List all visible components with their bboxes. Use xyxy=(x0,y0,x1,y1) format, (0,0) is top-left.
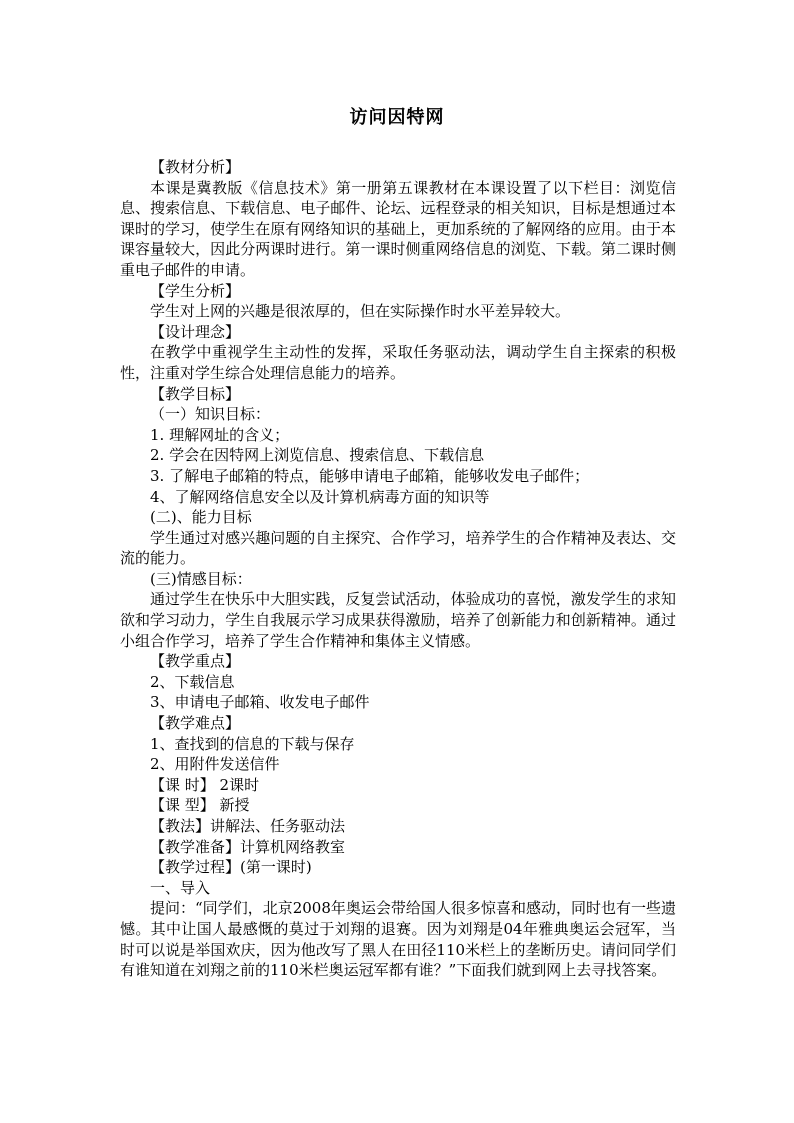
paragraph: 【教学重点】 xyxy=(150,652,241,671)
paragraph: 【教学目标】 xyxy=(150,384,241,403)
paragraph: 【课 型】 新授 xyxy=(150,796,250,815)
paragraph: 2. 学会在因特网上浏览信息、搜索信息、下载信息 xyxy=(150,446,485,465)
paragraph: 一、导入 xyxy=(150,878,211,897)
paragraph: 【教法】讲解法、任务驱动法 xyxy=(150,817,346,835)
paragraph: (二)、能力目标 xyxy=(150,508,252,527)
paragraph: 【学生分析】 xyxy=(150,281,241,300)
paragraph: 【教学过程】(第一课时) xyxy=(150,858,312,877)
paragraph: 【教学难点】 xyxy=(150,714,241,733)
paragraph: （一）知识目标： xyxy=(150,405,271,424)
paragraph: 学生对上网的兴趣是很浓厚的，但在实际操作时水平差异较大。 xyxy=(150,302,571,321)
document-title: 访问因特网 xyxy=(349,107,445,128)
paragraph: (三)情感目标： xyxy=(150,569,252,588)
paragraph: 【教学准备】计算机网络教室 xyxy=(150,837,346,856)
paragraph: 1. 理解网址的含义； xyxy=(150,425,290,444)
paragraph: 1、查找到的信息的下载与保存 xyxy=(150,734,355,753)
paragraph: 通过学生在快乐中大胆实践，反复尝试活动，体验成功的喜悦，激发学生的求知欲和学习动力，学生自我展示学习成果获得激励，培养了创新能力和创新精神。通过小组合作学习，培养了学生合作精神和集体主义情感。 xyxy=(120,590,676,650)
document-body xyxy=(120,157,676,981)
paragraph: 在教学中重视学生主动性的发挥，采取任务驱动法，调动学生自主探索的积极性，注重对学生综合处理信息能力的培养。 xyxy=(120,343,676,382)
paragraph: 3. 了解电子邮箱的特点，能够申请电子邮箱，能够收发电子邮件； xyxy=(150,466,590,485)
paragraph: 本课是冀教版《信息技术》第一册第五课教材在本课设置了以下栏目：浏览信息、搜索信息、下载信息、电子邮件、论坛、远程登录的相关知识，目标是想通过本课时的学习，使学生在原有网络知识的基础上，更加系统的了解网络的应用。由于本课容量较大，因此分两课时进行。第一课时侧重网络信息的浏览、下载。第二课时侧重电子邮件的申请。 xyxy=(120,178,676,279)
paragraph: 2、下载信息 xyxy=(150,672,235,691)
paragraph: 提问：“同学们，北京2008年奥运会带给国人很多惊喜和感动，同时也有一些遗憾。其中让国人最感慨的莫过于刘翔的退赛。因为刘翔是04年雅典奥运会冠军，当时可以说是举国欢庆，因为他改写了黑人在田径110米栏上的垄断历史。请问同学们有谁知道在刘翔之前的110米栏奥运冠军都有谁？”下面我们就到网上去寻找答案。 xyxy=(120,899,676,980)
paragraph: 4、了解网络信息安全以及计算机病毒方面的知识等 xyxy=(150,487,490,506)
paragraph: 2、用附件发送信件 xyxy=(150,755,280,774)
paragraph: 【教材分析】 xyxy=(150,158,241,176)
paragraph: 【课 时】 2课时 xyxy=(150,775,260,794)
paragraph: 学生通过对感兴趣问题的自主探究、合作学习，培养学生的合作精神及表达、交流的能力。 xyxy=(120,528,676,568)
paragraph: 3、申请电子邮箱、收发电子邮件 xyxy=(150,693,370,712)
paragraph: 【设计理念】 xyxy=(150,322,241,341)
